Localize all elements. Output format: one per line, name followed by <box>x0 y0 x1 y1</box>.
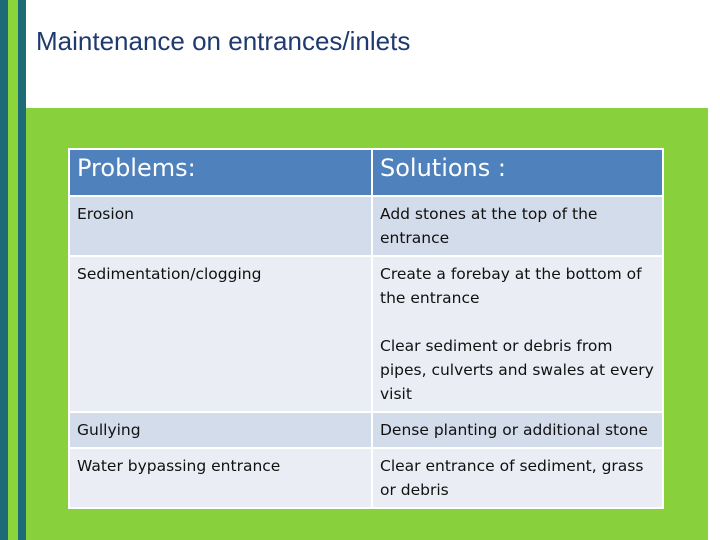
problem-cell: Water bypassing entrance <box>69 448 372 508</box>
left-stripe-green <box>8 0 18 540</box>
solution-text: Clear entrance of sediment, grass or debris <box>380 457 644 499</box>
solution-text: Dense planting or additional stone <box>380 421 648 439</box>
left-stripe-teal-inner <box>18 0 26 540</box>
solution-cell <box>372 412 663 448</box>
slide-title: Maintenance on entrances/inlets <box>36 26 411 56</box>
problems-solutions-table <box>68 148 664 509</box>
header-solutions: Solutions : <box>372 149 663 196</box>
paragraph-spacer <box>380 310 655 334</box>
left-stripe-teal <box>0 0 8 540</box>
table-row <box>69 196 663 256</box>
problem-cell: Gullying <box>69 412 372 448</box>
solution-text: Create a forebay at the bottom of the entrance <box>380 265 642 307</box>
title-area <box>26 0 720 108</box>
header-problems: Problems: <box>69 149 372 196</box>
solution-cell <box>372 256 663 412</box>
problem-cell: Erosion <box>69 196 372 256</box>
table-row <box>69 412 663 448</box>
solution-cell <box>372 196 663 256</box>
problem-cell: Sedimentation/clogging <box>69 256 372 412</box>
table-row <box>69 448 663 508</box>
table-row <box>69 256 663 412</box>
table-container <box>68 148 664 509</box>
solution-text: Clear sediment or debris from pipes, culverts and swales at every visit <box>380 337 654 403</box>
solution-cell <box>372 448 663 508</box>
table-header-row <box>69 149 663 196</box>
solution-text: Add stones at the top of the entrance <box>380 205 598 247</box>
